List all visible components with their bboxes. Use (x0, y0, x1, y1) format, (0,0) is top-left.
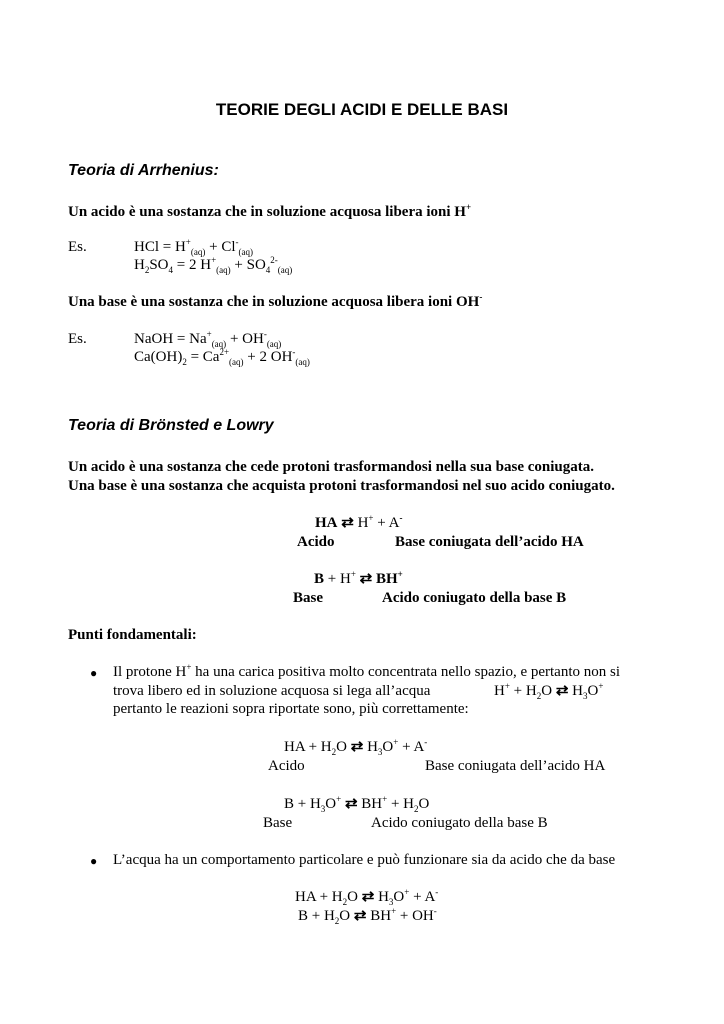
equation-base-protonation: B + H+ ⇄ BH+ (314, 569, 403, 587)
equation-proton-hydration: $H^+ + H_2O$ ⇄ $H_3O^+$ (494, 681, 604, 701)
label-acid-2: Acido (268, 758, 305, 774)
label-base: Base (293, 590, 323, 606)
example-label: Es. (68, 331, 87, 347)
example-label: Es. (68, 239, 87, 255)
label-conjugate-acid: Acido coniugato della base B (382, 590, 567, 606)
label-conjugate-base-2: Base coniugata dell’acido HA (425, 758, 606, 774)
bullet-icon: ● (90, 666, 98, 680)
bronsted-base-definition: Una base è una sostanza che acquista protoni trasformandosi nel suo acido coniugato. (68, 478, 615, 494)
equation-water-as-acid: $B + H_2O$ ⇄ BH+ + OH- (298, 906, 437, 926)
label-base-2: Base (263, 815, 293, 831)
equation-base-hydronium: $B + H_3O^+$ ⇄ $BH^+ + H_2O$ (284, 794, 430, 814)
label-conjugate-acid-2: Acido coniugato della base B (371, 815, 548, 831)
section-heading-arrhenius: Teoria di Arrhenius: (68, 162, 219, 179)
acid-example-hcl: HCl = $H^+_{(aq)} + Cl^-_{(aq)}$ (134, 237, 254, 257)
point-1-line-3: pertanto le reazioni sopra riportate sono, più correttamente: (113, 701, 469, 717)
point-2: L’acqua ha un comportamento particolare e può funzionare sia da acido che da base (113, 852, 616, 868)
section-heading-bronsted: Teoria di Brönsted e Lowry (68, 417, 274, 434)
label-acid: Acido (297, 534, 335, 550)
acid-example-h2so4: $H_2SO_4 = 2$ $H^+_{(aq)} + SO_4^{2-}_{(aq)}$ (134, 255, 293, 275)
equation-acid-dissociation: HA ⇄ H+ + A- (315, 513, 403, 531)
points-heading: Punti fondamentali: (68, 627, 197, 643)
equation-acid-water: HA + $H_2O$ ⇄ $H_3O^+ + A^-$ (284, 737, 428, 757)
equation-water-as-base: HA + $H_2O$ ⇄ $H_3O^+ + A^-$ (295, 887, 439, 907)
arrhenius-base-definition: Una base è una sostanza che in soluzione acquosa libera ioni OH- (68, 292, 483, 310)
point-1-line-2: trova libero ed in soluzione acquosa si lega all’acqua (113, 683, 431, 699)
bullet-icon: ● (90, 854, 98, 868)
arrhenius-acid-definition: Un acido è una sostanza che in soluzione acquosa libera ioni H+ (68, 202, 472, 220)
point-1-line-1: Il protone H+ ha una carica positiva molto concentrata nello spazio, e pertanto non si (113, 662, 621, 680)
base-example-naoh: NaOH = $Na^+_{(aq)} + OH^-_{(aq)}$ (134, 329, 282, 349)
bronsted-acid-definition: Un acido è una sostanza che cede protoni trasformandosi nella sua base coniugata. (68, 459, 594, 475)
label-conjugate-base: Base coniugata dell’acido HA (395, 534, 584, 550)
page-title: TEORIE DEGLI ACIDI E DELLE BASI (215, 100, 509, 119)
base-example-caoh2: $Ca(OH)_2 = Ca^{2+}_{(aq)} + 2$ $OH^-_{(aq)}$ (134, 347, 310, 367)
